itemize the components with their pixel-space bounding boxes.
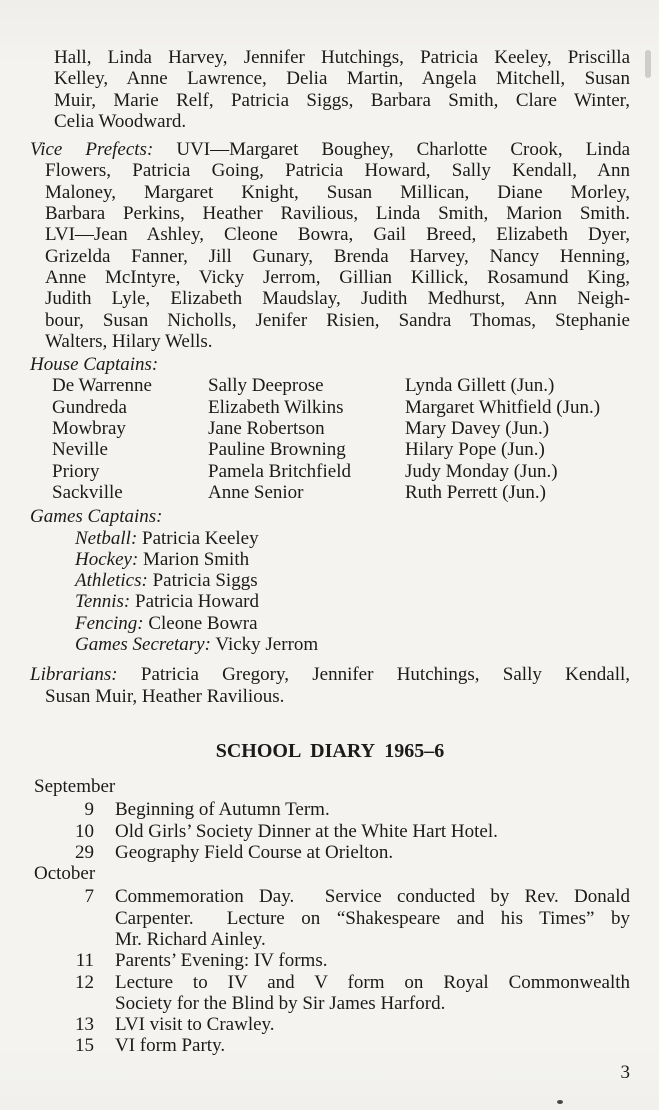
diary-entry-line: Lecture to IV and V form on Royal Commonwealth [115,971,630,993]
vice-prefects-line: Grizelda Fanner, Jill Gunary, Brenda Harvey, Nancy Henning, [45,245,630,267]
games-captain-item [75,570,630,591]
scan-smudge-artifact [645,50,651,78]
house-captain-name: Pauline Browning [208,439,346,461]
house-name: Sackville [52,481,123,503]
diary-entry-line: Carpenter. Lecture on “Shakespeare and his Times” by [115,907,630,929]
house-name: Gundreda [52,396,127,418]
page-number: 3 [620,1061,630,1083]
diary-entry [30,950,630,971]
diary-entry [30,821,630,842]
diary-entry-text [115,842,630,863]
vice-prefects-label: Vice Prefects: [30,139,154,161]
house-captains-label: House Captains: [30,354,159,376]
vice-prefects-line: LVI—Jean Ashley, Cleone Bowra, Gail Breed, Elizabeth Dyer, [45,224,630,246]
librarians-paragraph [30,664,630,707]
diary-entry [30,972,630,1015]
house-junior-captain-name: Lynda Gillett (Jun.) [405,375,555,397]
diary-entry-line: Old Girls’ Society Dinner at the White Hart Hotel. [115,820,498,842]
vice-prefects-paragraph [30,139,630,352]
games-captains-list [75,528,630,656]
games-captains-label: Games Captains: [30,506,163,528]
diary-entry [30,1035,630,1056]
house-name: Priory [52,460,100,482]
diary-entry-text [115,886,630,950]
house-captains-row [52,439,630,460]
vice-prefects-line: Flowers, Patricia Going, Patricia Howard, Sally Kendall, Ann [45,160,630,182]
house-captains-section [30,354,630,503]
house-name: De Warrenne [52,375,152,397]
diary-entry [30,799,630,820]
prefects-continuation-line: Celia Woodward. [54,110,187,132]
prefects-continuation-paragraph [54,47,630,132]
games-captain-name: Vicky Jerrom [215,634,319,656]
games-captain-name: Marion Smith [143,548,250,570]
games-captain-name: Patricia Howard [135,591,259,613]
games-captain-item [75,613,630,634]
school-diary-heading: SCHOOL DIARY 1965–6 [215,739,445,762]
diary-entry-day: 7 [84,886,94,908]
house-captains-row [52,375,630,396]
games-captain-name: Patricia Siggs [152,570,258,592]
diary-month-label: September [34,775,116,797]
diary-entry-line: VI form Party. [115,1035,226,1057]
diary-entry [30,842,630,863]
diary-entry-line: Commemoration Day. Service conducted by Rev. Donald [115,886,630,908]
house-name: Mowbray [52,418,126,440]
house-junior-captain-name: Margaret Whitfield (Jun.) [405,396,601,418]
vice-prefects-line: bour, Susan Nicholls, Jenifer Risien, Sandra Thomas, Stephanie [45,309,630,331]
games-sport-label: Games Secretary: [75,634,211,656]
diary-entry-line: Society for the Blind by Sir James Harford. [115,992,446,1014]
diary-entry-day: 12 [75,971,94,993]
vice-prefects-line: Maloney, Margaret Knight, Susan Millican, Diane Morley, [45,181,630,203]
diary-entry-line: Beginning of Autumn Term. [115,799,330,821]
prefects-continuation-line: Muir, Marie Relf, Patricia Siggs, Barbara Smith, Clare Winter, [54,89,630,111]
diary-entry-text [115,821,630,842]
vice-prefects-lines [45,160,630,352]
vice-prefects-first-line-text: UVI—Margaret Boughey, Charlotte Crook, Linda [176,139,631,161]
house-junior-captain-name: Hilary Pope (Jun.) [405,439,545,461]
diary-entry-line: Mr. Richard Ainley. [115,928,266,950]
librarians-line: Susan Muir, Heather Ravilious. [45,685,285,707]
house-captain-name: Elizabeth Wilkins [208,396,344,418]
games-sport-label: Athletics: [75,570,148,592]
games-sport-label: Fencing: [75,612,144,634]
games-captain-item [75,528,630,549]
games-sport-label: Hockey: [75,548,139,570]
games-captain-item [75,634,630,655]
house-captains-row [52,461,630,482]
scan-speck-artifact [557,1100,563,1104]
diary-entry-line: LVI visit to Crawley. [115,1014,275,1036]
librarians-first-line [30,664,630,685]
house-captains-row [52,418,630,439]
house-captains-row [52,397,630,418]
diary-entry-text [115,1035,630,1056]
diary-entry [30,1014,630,1035]
diary-entry-day: 29 [75,841,94,863]
diary-entry-line: Parents’ Evening: IV forms. [115,950,328,972]
diary-entry-day: 9 [84,799,94,821]
house-junior-captain-name: Mary Davey (Jun.) [405,418,550,440]
house-captains-row [52,482,630,503]
page-text-block [30,47,630,1083]
vice-prefects-first-line [30,139,630,160]
house-captain-name: Anne Senior [208,481,304,503]
house-captain-name: Pamela Britchfield [208,460,351,482]
diary-entry-text [115,1014,630,1035]
diary-entry-day: 10 [75,820,94,842]
diary-month-label: October [34,863,96,885]
house-name: Neville [52,439,108,461]
games-captains-section [30,506,630,655]
diary-entry [30,886,630,950]
games-captain-item [75,549,630,570]
vice-prefects-line: Judith Lyle, Elizabeth Maudslay, Judith Medhurst, Ann Neigh- [45,288,630,310]
diary-entry-text [115,799,630,820]
games-captain-name: Patricia Keeley [142,527,259,549]
games-sport-label: Netball: [75,527,138,549]
prefects-continuation-line: Kelley, Anne Lawrence, Delia Martin, Angela Mitchell, Susan [54,68,630,90]
librarians-lines [45,686,630,707]
house-junior-captain-name: Ruth Perrett (Jun.) [405,481,546,503]
school-diary-list [30,776,630,1057]
prefects-continuation-line: Hall, Linda Harvey, Jennifer Hutchings, Patricia Keeley, Priscilla [54,47,630,68]
diary-entry-day: 11 [75,950,94,972]
librarians-first-line-text: Patricia Gregory, Jennifer Hutchings, Sally Kendall, [140,664,630,686]
house-captains-table [52,375,630,503]
games-captain-name: Cleone Bowra [148,612,258,634]
house-captain-name: Sally Deeprose [208,375,324,397]
diary-entry-line: Geography Field Course at Orielton. [115,841,394,863]
vice-prefects-line: Barbara Perkins, Heather Ravilious, Linda Smith, Marion Smith. [45,203,630,225]
games-sport-label: Tennis: [75,591,131,613]
diary-entry-text [115,950,630,971]
diary-entry-day: 13 [75,1014,94,1036]
vice-prefects-line: Anne McIntyre, Vicky Jerrom, Gillian Killick, Rosamund King, [45,266,630,288]
diary-entry-day: 15 [75,1035,94,1057]
house-junior-captain-name: Judy Monday (Jun.) [405,460,558,482]
diary-entry-text [115,972,630,1015]
vice-prefects-line: Walters, Hilary Wells. [45,330,213,352]
games-captain-item [75,591,630,612]
house-captain-name: Jane Robertson [208,418,325,440]
librarians-label: Librarians: [30,664,118,686]
